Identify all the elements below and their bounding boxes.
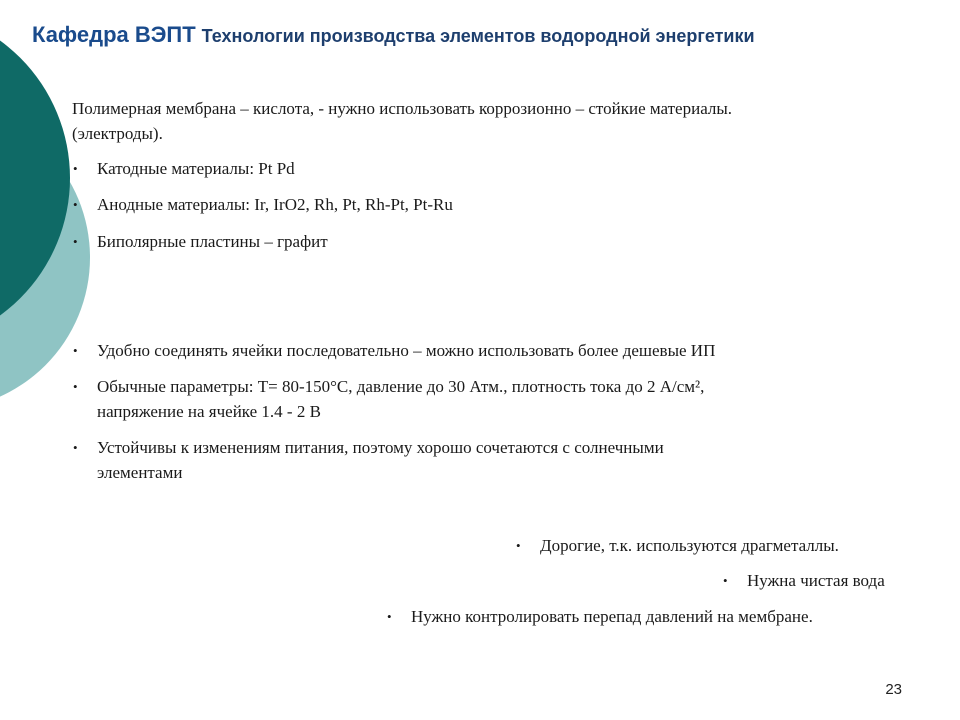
bullet-icon: • [73, 197, 78, 212]
intro-line-2: (электроды). [72, 124, 163, 143]
bullet-icon: • [387, 609, 392, 624]
list-item-anode [72, 192, 453, 217]
list-item-text: Удобно соединять ячейки последовательно – можно использовать более дешевые ИП [97, 341, 716, 360]
intro-line-1: Полимерная мембрана – кислота, - нужно использовать коррозионно – стойкие материалы. [72, 99, 733, 118]
bullet-icon: • [73, 343, 78, 358]
bullet-icon: • [723, 573, 728, 588]
slide-subtitle: Технологии производства элементов водородной энергетики [201, 26, 755, 46]
stability-line-1: Устойчивы к изменениям питания, поэтому хорошо сочетаются с солнечными [97, 438, 664, 457]
list-item-text: Нужна чистая вода [747, 571, 885, 590]
bullet-icon: • [73, 379, 78, 394]
list-item-text [97, 374, 704, 424]
bullet-icon: • [516, 538, 521, 553]
bullet-icon: • [73, 161, 78, 176]
list-item-expensive [515, 533, 839, 558]
list-item-series-connection [72, 338, 715, 363]
list-item-parameters [72, 374, 704, 424]
list-item-text: Катодные материалы: Pt Pd [97, 159, 295, 178]
slide-header [32, 22, 755, 48]
page-number: 23 [885, 681, 902, 698]
list-item-text [97, 435, 664, 485]
bullet-icon: • [73, 234, 78, 249]
stability-line-2: элементами [97, 463, 183, 482]
list-item-text: Дорогие, т.к. используются драгметаллы. [540, 536, 839, 555]
list-item-pressure-control [386, 604, 813, 629]
list-item-cathode [72, 156, 295, 181]
list-item-text: Нужно контролировать перепад давлений на мембране. [411, 607, 813, 626]
list-item-bipolar [72, 229, 328, 254]
parameters-line-1: Обычные параметры: Т= 80-150°С, давление до 30 Атм., плотность тока до 2 А/см², [97, 377, 705, 396]
list-item-text: Анодные материалы: Ir, IrO2, Rh, Pt, Rh-Pt, Pt-Ru [97, 195, 453, 214]
list-item-text: Биполярные пластины – графит [97, 232, 328, 251]
parameters-line-2: напряжение на ячейке 1.4 - 2 В [97, 402, 321, 421]
bullet-icon: • [73, 440, 78, 455]
list-item-clean-water [722, 568, 885, 593]
list-item-stability [72, 435, 664, 485]
department-title: Кафедра ВЭПТ [32, 22, 196, 47]
